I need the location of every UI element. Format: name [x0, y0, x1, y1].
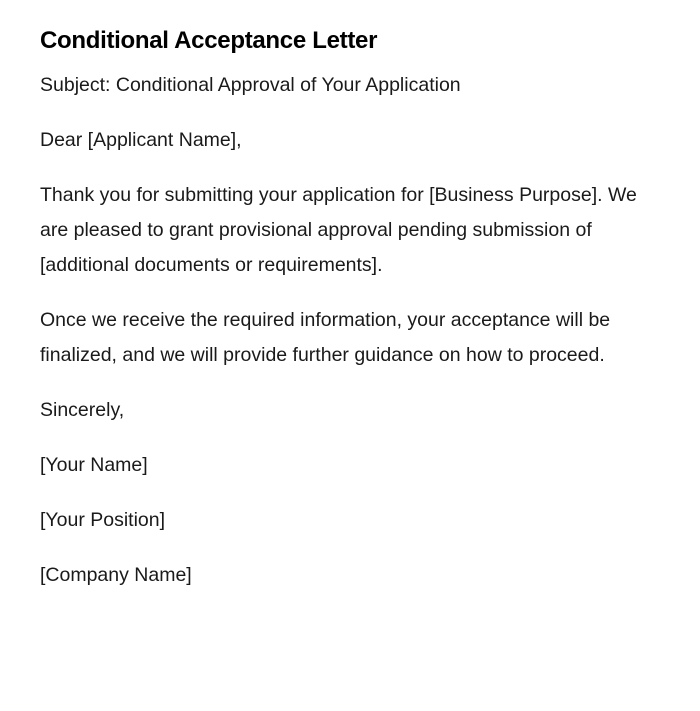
closing: Sincerely,: [40, 399, 125, 421]
body-paragraph-2: Once we receive the required information, your acceptance will be finalized, and we will provide further guidance on how to proceed.: [40, 309, 611, 366]
salutation: Dear [Applicant Name],: [40, 129, 242, 151]
signer-position: [Your Position]: [40, 509, 166, 531]
letter-document: [40, 24, 650, 593]
subject-line: Subject: Conditional Approval of Your Application: [40, 74, 461, 96]
letter-title: Conditional Acceptance Letter: [40, 27, 378, 54]
signer-name: [Your Name]: [40, 454, 148, 476]
company-name: [Company Name]: [40, 564, 192, 586]
body-paragraph-1: Thank you for submitting your application for [Business Purpose]. We are pleased to grant provisional approval pending submission of [additional documents or requirements].: [40, 184, 637, 276]
